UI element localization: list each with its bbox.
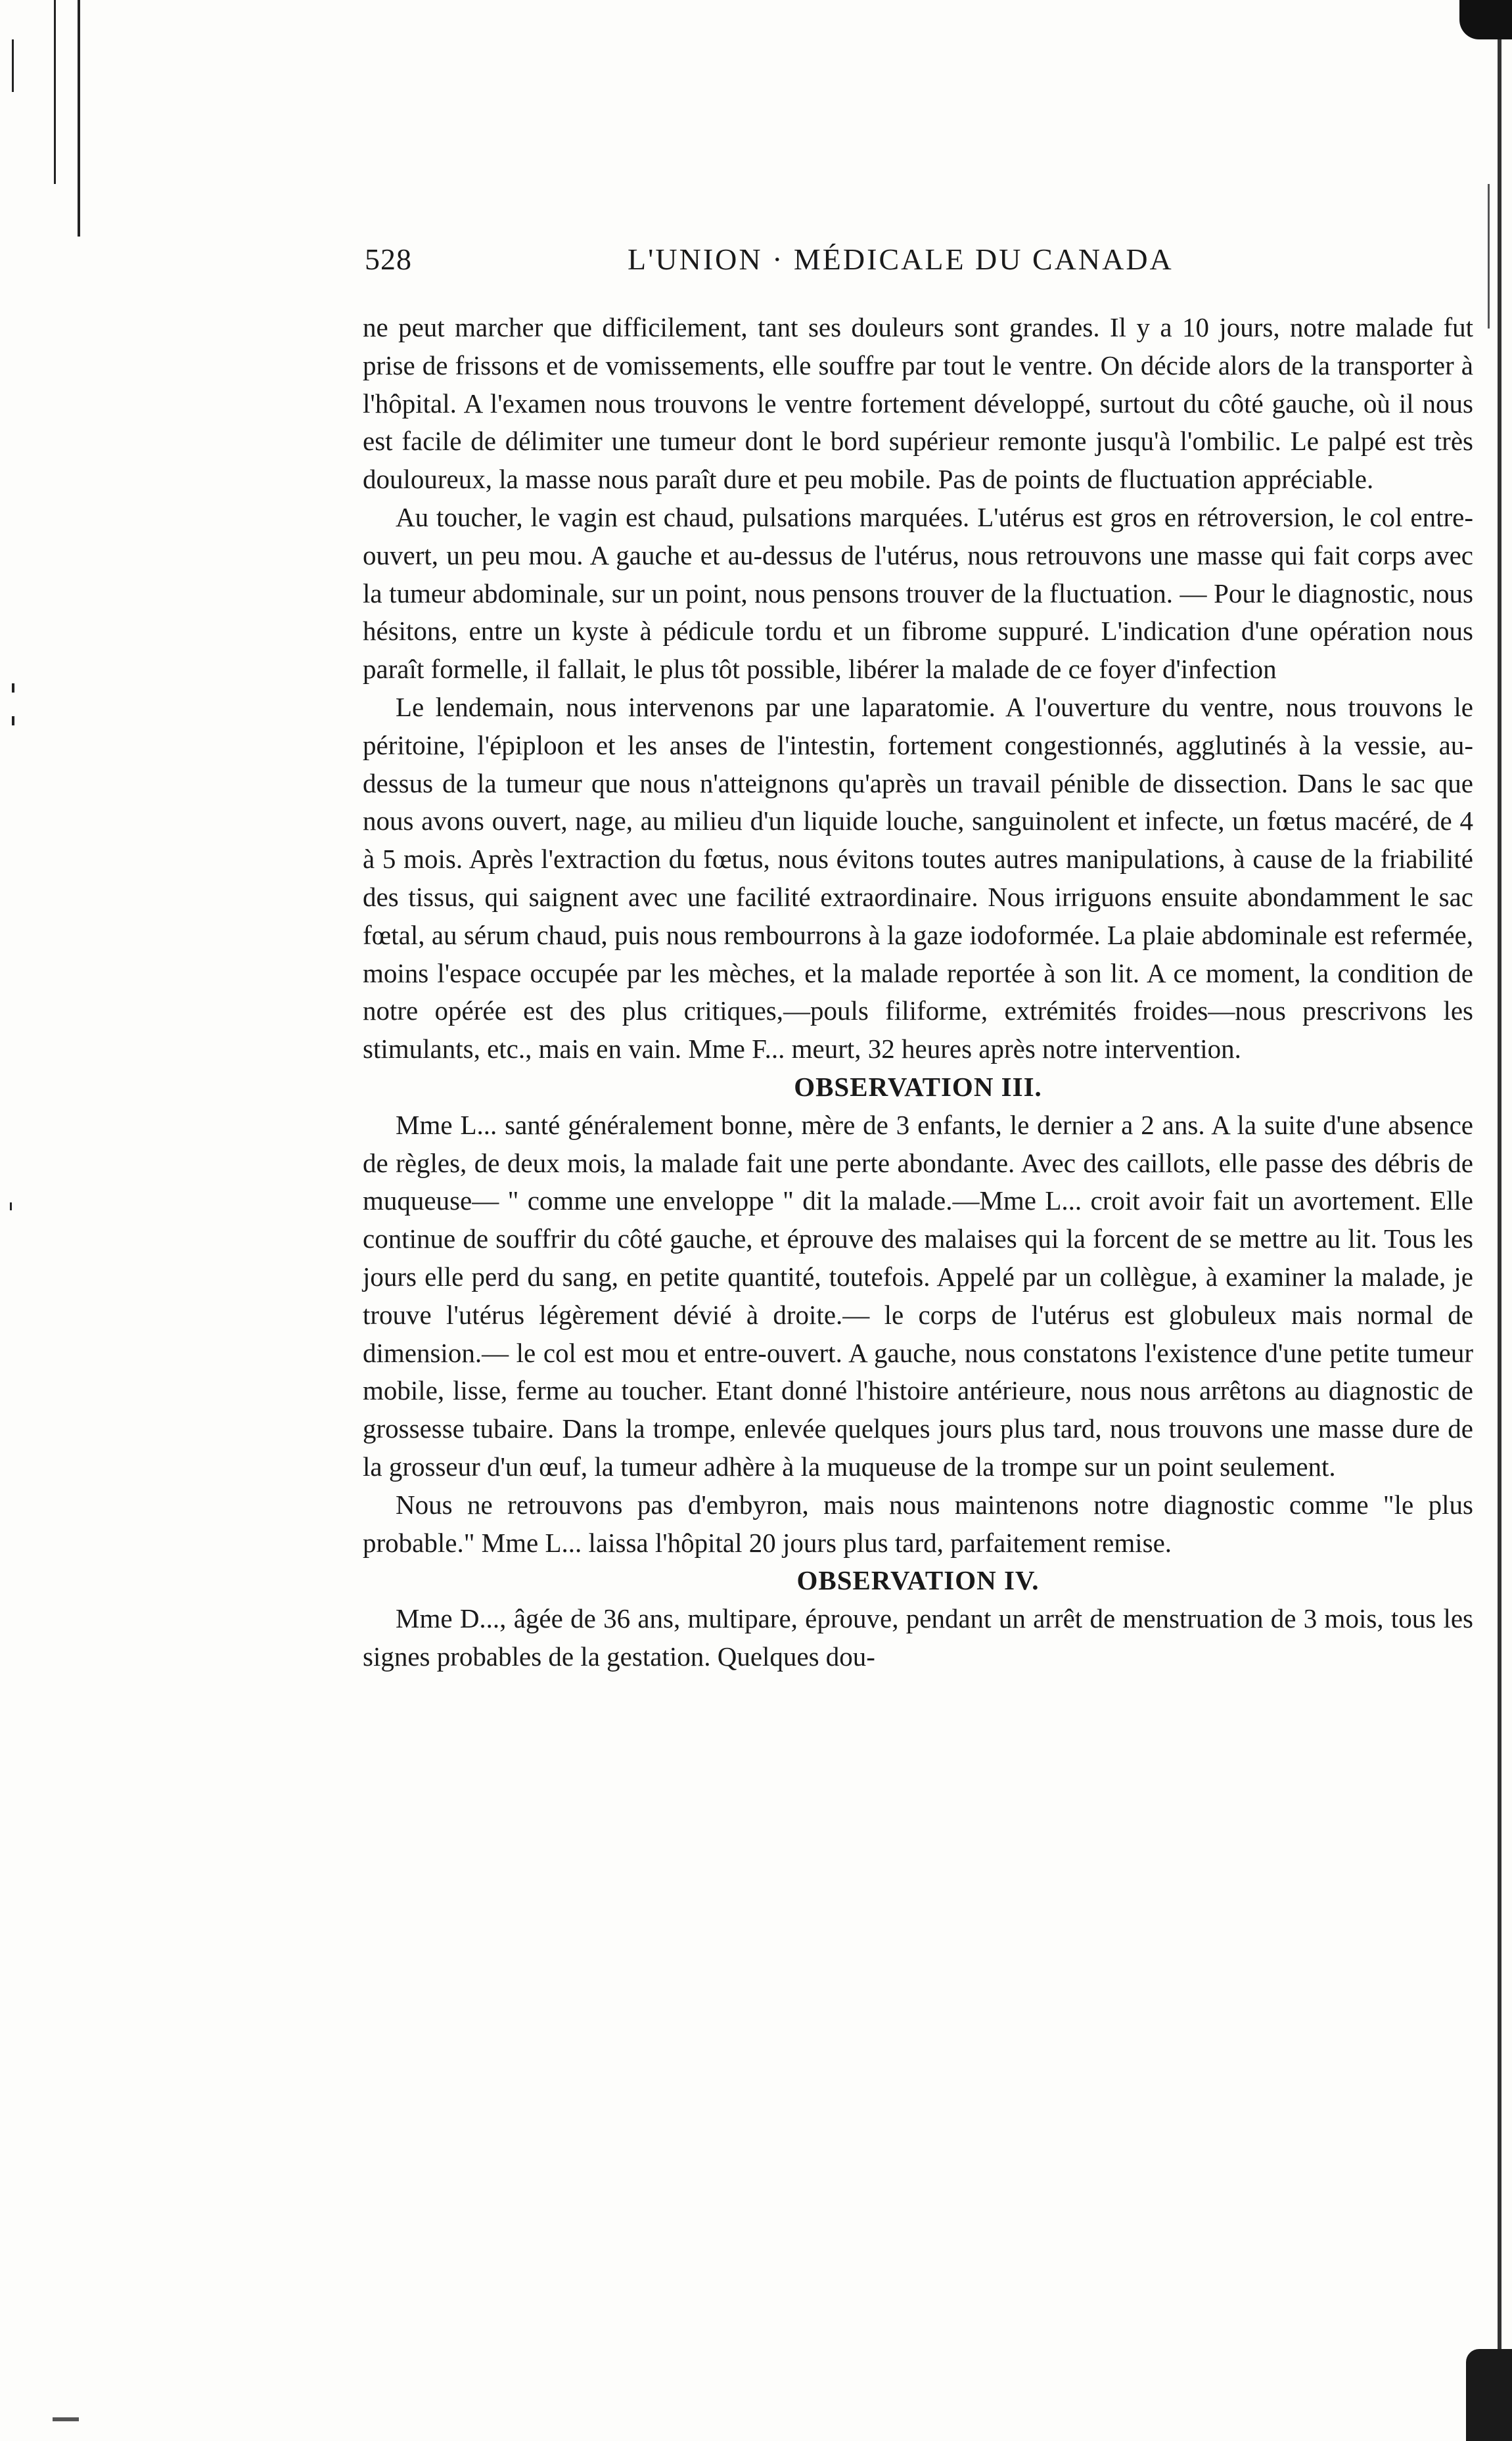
body-paragraph: Au toucher, le vagin est chaud, pulsations marquées. L'utérus est gros en rétroversion, le col entre-ouvert, un peu mou. A gauche et au-dessus de l'utérus, nous retrouvons une masse qui fait corps avec la tumeur abdominale, sur un point, nous pensons trouver de la fluctuation. — Pour le diagnostic, nous hésitons, entre un kyste à pédicule tordu et un fibrome suppuré. L'indication d'une opération nous paraît formelle, il fallait, le plus tôt possible, libérer la malade de ce foyer d'infection: [363, 501, 1473, 685]
page-header: [365, 242, 1186, 281]
body-paragraph: Mme D..., âgée de 36 ans, multipare, éprouve, pendant un arrêt de menstruation de 3 mois, tous les signes probables de la gestation. Quelques dou-: [363, 1603, 1473, 1672]
scan-edge-mark: [1498, 39, 1501, 2441]
body-paragraph: Mme L... santé généralement bonne, mère de 3 enfants, le dernier a 2 ans. A la suite d'une absence de règles, de deux mois, la malade fait une perte abondante. Avec des caillots, elle passe des débris de muqueuse— " comme une enveloppe " dit la malade.—Mme L... croit avoir fait un avortement. Elle continue de souffrir du côté gauche, et éprouve des malaises qui la forcent de se mettre au lit. Tous les jours elle perd du sang, en petite quantité, toutefois. Appelé par un collègue, à examiner la malade, je trouve l'utérus légèrement dévié à droite.— le corps de l'utérus est globuleux mais normal de dimension.— le col est mou et entre-ouvert. A gauche, nous constatons l'existence d'une petite tumeur mobile, lisse, ferme au toucher. Etant donné l'histoire antérieure, nous nous arrêtons au diagnostic de grossesse tubaire. Dans la trompe, enlevée quelques jours plus tard, nous trouvons une masse dure de la grosseur d'un œuf, la tumeur adhère à la muqueuse de la trompe sur un point seulement.: [363, 1109, 1473, 1482]
page-number: 528: [365, 242, 412, 276]
body-paragraph: Nous ne retrouvons pas d'embyron, mais nous maintenons notre diagnostic comme "le plus probable." Mme L... laissa l'hôpital 20 jours plus tard, parfaitement remise.: [363, 1489, 1473, 1558]
section-heading: OBSERVATION IV.: [796, 1565, 1040, 1596]
article-body: [363, 309, 1473, 1676]
scan-edge-mark: [12, 683, 14, 693]
scan-edge-mark: [10, 1202, 12, 1210]
scan-edge-mark: [1488, 184, 1490, 329]
scan-edge-mark: [1459, 0, 1512, 39]
scan-edge-mark: [54, 0, 56, 184]
body-paragraph: ne peut marcher que difficilement, tant ses douleurs sont grandes. Il y a 10 jours, notre malade fut prise de frissons et de vomissements, elle souffre par tout le ventre. On décide alors de la transporter à l'hôpital. A l'examen nous trouvons le ventre fortement développé, surtout du côté gauche, où il nous est facile de délimiter une tumeur dont le bord supérieur remonte jusqu'à l'ombilic. Le palpé est très douloureux, la masse nous paraît dure et peu mobile. Pas de points de fluctuation appréciable.: [363, 312, 1473, 495]
body-paragraph: Le lendemain, nous intervenons par une laparatomie. A l'ouverture du ventre, nous trouvons le péritoine, l'épiploon et les anses de l'intestin, fortement congestionnés, agglutinés à la vessie, au-dessus de la tumeur que nous n'atteignons qu'après un travail pénible de dissection. Dans le sac que nous avons ouvert, nage, au milieu d'un liquide louche, sanguinolent et infecte, un fœtus macéré, de 4 à 5 mois. Après l'extraction du fœtus, nous évitons toutes autres manipulations, à cause de la friabilité des tissus, qui saignent avec une facilité extraordinaire. Nous irriguons ensuite abondamment le sac fœtal, au sérum chaud, puis nous rembourrons à la gaze iodoformée. La plaie abdominale est refermée, moins l'espace occupée par les mèches, et la malade reportée à son lit. A ce moment, la condition de notre opérée est des plus critiques,—pouls filiforme, extrémités froides—nous prescrivons les stimulants, etc., mais en vain. Mme F... meurt, 32 heures après notre intervention.: [363, 691, 1473, 1064]
scan-edge-mark: [53, 2417, 79, 2421]
scan-edge-mark: [12, 39, 14, 92]
scan-edge-mark: [78, 0, 80, 237]
scan-edge-mark: [1466, 2349, 1512, 2441]
section-heading: OBSERVATION III.: [794, 1071, 1042, 1102]
scan-edge-mark: [12, 716, 14, 725]
running-title: L'UNION · MÉDICALE DU CANADA: [628, 242, 1174, 276]
